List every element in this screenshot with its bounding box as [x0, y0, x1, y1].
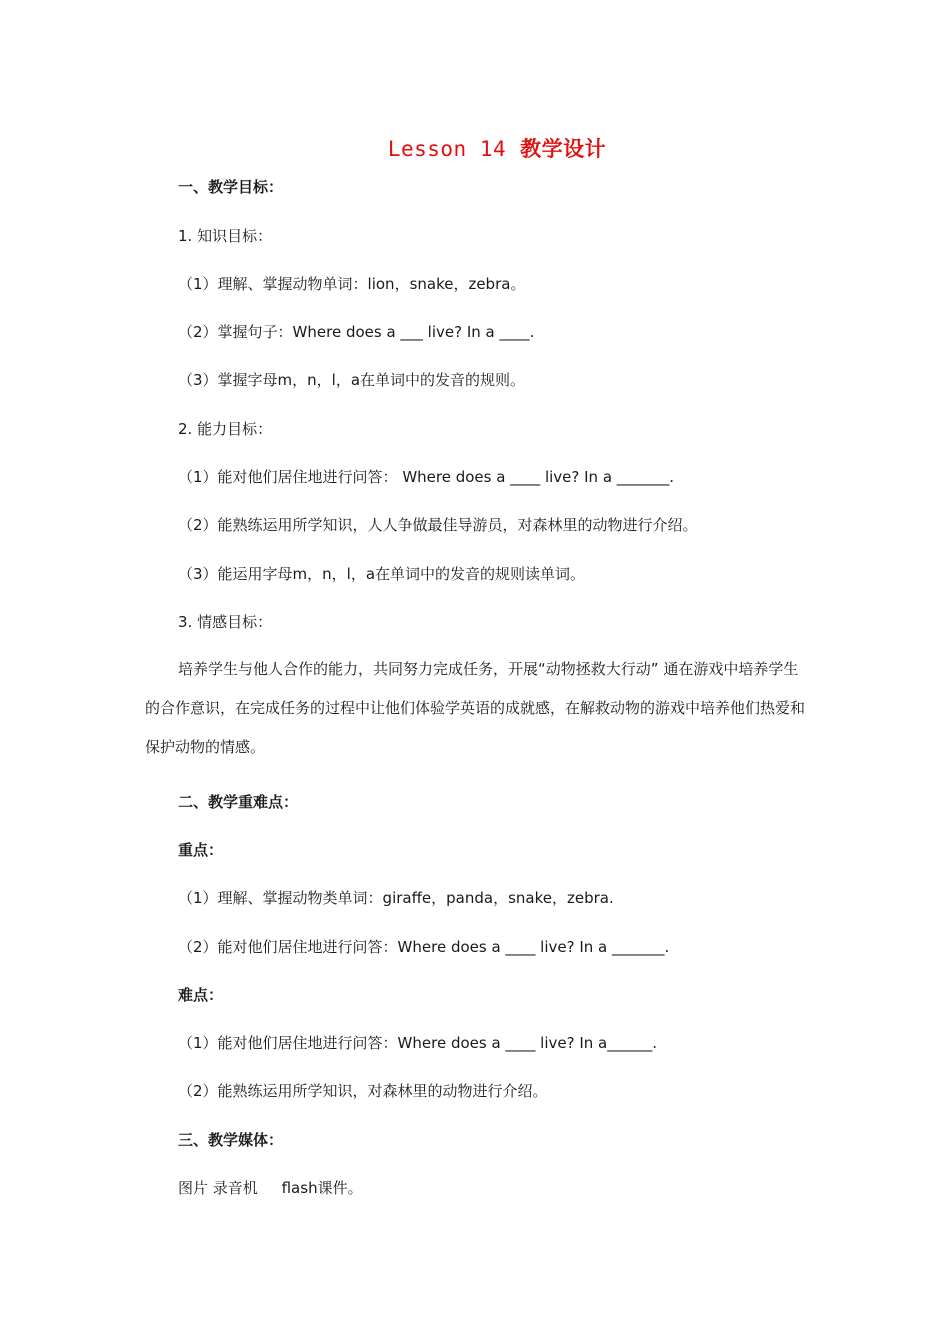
section-heading-media: 三、教学媒体： — [178, 1131, 284, 1149]
difficulty-item-2: （2）能熟练运用所学知识，对森林里的动物进行介绍。 — [178, 1082, 548, 1100]
knowledge-item-3: （3）掌握字母m，n，l，a在单词中的发音的规则。 — [178, 371, 526, 389]
ability-item-3: （3）能运用字母m，n，l，a在单词中的发音的规则读单词。 — [178, 565, 586, 583]
section-heading-key-points: 二、教学重难点： — [178, 793, 299, 811]
ability-item-1: （1）能对他们居住地进行问答： Where does a ____ live? In a _______. — [178, 468, 675, 486]
knowledge-item-1: （1）理解、掌握动物单词：lion，snake，zebra。 — [178, 275, 526, 293]
page-title — [0, 133, 950, 163]
emotion-paragraph-text: 培养学生与他人合作的能力，共同努力完成任务，开展“动物拯救大行动” 通在游戏中培养学生的合作意识，在完成任务的过程中让他们体验学英语的成就感，在解救动物的游戏中培养他们热爱和保护动物的情感。 — [145, 660, 806, 756]
emotion-paragraph — [145, 650, 810, 767]
title-chinese: 教学设计 — [520, 137, 607, 161]
knowledge-item-2: （2）掌握句子：Where does a ___ live? In a ____. — [178, 323, 535, 341]
title-lesson: Lesson 14 — [387, 137, 507, 161]
key-heading: 重点： — [178, 841, 224, 859]
knowledge-heading: 1. 知识目标： — [178, 227, 273, 245]
difficulty-heading: 难点： — [178, 986, 224, 1004]
ability-heading: 2. 能力目标： — [178, 420, 273, 438]
emotion-heading: 3. 情感目标： — [178, 613, 273, 631]
key-item-1: （1）理解、掌握动物类单词：giraffe，panda，snake，zebra. — [178, 889, 614, 907]
difficulty-item-1: （1）能对他们居住地进行问答：Where does a ____ live? In a______. — [178, 1034, 658, 1052]
section-heading-objectives: 一、教学目标： — [178, 178, 284, 196]
media-list: 图片 录音机 flash课件。 — [178, 1179, 363, 1197]
ability-item-2: （2）能熟练运用所学知识，人人争做最佳导游员，对森林里的动物进行介绍。 — [178, 516, 698, 534]
key-item-2: （2）能对他们居住地进行问答：Where does a ____ live? In a _______. — [178, 938, 670, 956]
